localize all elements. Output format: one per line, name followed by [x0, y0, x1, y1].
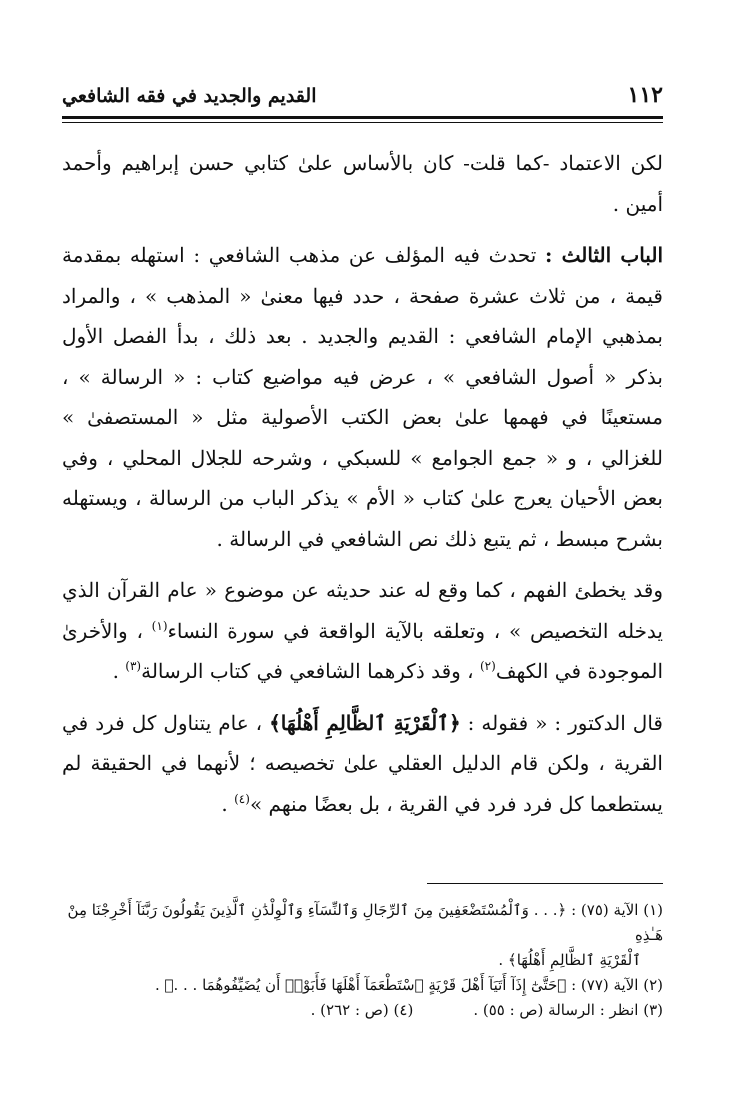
page — [62, 70, 663, 1097]
paragraph-4-text-c: . — [221, 791, 235, 816]
paragraph-2-text: تحدث فيه المؤلف عن مذهب الشافعي : استهله بمقدمة قيمة ، من ثلاث عشرة صفحة ، حدد فيها معنىٰ « المذهب » ، والمراد بمذهبي الإمام الشافعي : القديم والجديد . بعد ذلك ، بدأ الفصل الأول بذكر « أصول الشافعي » ، عرض فيه مواضيع كتاب : « الرسالة » ، مستعينًا في فهمها علىٰ بعض الكتب الأصولية مثل « المستصفىٰ » للغزالي ، و « جمع الجوامع » للسبكي ، وشرحه للجلال المحلي ، وفي بعض الأحيان يعرج علىٰ كتاب « الأم » يذكر الباب من الرسالة ، ويستهله بشرح مبسط ، ثم يتبع ذلك نص الشافعي في الرسالة . — [62, 243, 663, 551]
footnote-3: (٣) انظر : الرسالة (ص : ٥٥) . — [473, 1001, 663, 1019]
running-title: القديم والجديد في فقه الشافعي — [62, 85, 317, 107]
paragraph-3 — [62, 570, 663, 692]
footnote-ref-4[interactable]: (٤) — [234, 791, 250, 806]
footnote-ref-2[interactable]: (٢) — [479, 659, 496, 673]
page-number: ١١٢ — [627, 82, 663, 108]
paragraph-3-text-c: ، وقد ذكرهما الشافعي في كتاب الرسالة — [141, 659, 480, 683]
paragraph-3-text-d: . — [112, 659, 126, 683]
running-header — [62, 70, 663, 106]
paragraph-3-text-a: وقد يخطئ الفهم ، كما وقع له عند حديثه عن موضوع « عام القرآن الذي يدخله التخصيص » ، وتعلقه بالآية الواقعة في سورة النساء — [62, 578, 663, 643]
chapter-lead: الباب الثالث : — [545, 243, 663, 267]
footnote-ref-1[interactable]: (١) — [151, 618, 168, 633]
footnote-1: (١) الآية (٧٥) : ﴿. . . وَٱلْمُسْتَضْعَفِينَ مِنَ ٱلرِّجَالِ وَٱلنِّسَآءِ وَٱلْوِلْدَٰنِ ٱلَّذِينَ يَقُولُونَ رَبَّنَآ أَخْرِجْنَا مِنْ هَـٰذِهِ — [67, 901, 663, 944]
paragraph-4-text-a: قال الدكتور : « فقوله : — [460, 710, 663, 735]
paragraph-1-text: لكن الاعتماد -كما قلت- كان بالأساس علىٰ كتابي حسن إبراهيم وأحمد أمين . — [62, 151, 663, 216]
paragraph-1 — [62, 143, 663, 224]
paragraph-4-text-b: ، عام يتناول كل فرد في القرية ، ولكن قام الدليل العقلي علىٰ تخصيصه ؛ لأنهما في الحقيقة لم يستطعما كل فرد فرد في القرية ، بل بعضًا منهم » — [62, 710, 663, 816]
footnote-ref-3[interactable]: (٣) — [125, 659, 142, 673]
paragraph-3-text-b: ، والأخرىٰ الموجودة في الكهف — [62, 618, 663, 683]
footnote-separator — [427, 883, 663, 884]
quran-quote: ﴿ٱلْقَرْيَةِ ٱلظَّالِمِ أَهْلُهَا﴾ — [269, 710, 461, 735]
footnotes-3-4 — [62, 998, 663, 1023]
paragraph-2 — [62, 235, 663, 559]
footnote-4: (٤) (ص : ٢٦٢) . — [310, 1001, 414, 1019]
header-rule-thin — [62, 122, 663, 123]
footnotes — [62, 898, 663, 1023]
header-rule-thick — [62, 116, 663, 119]
footnote-2: (٢) الآية (٧٧) : ﴿حَتَّىٰٓ إِذَآ أَتَيَآ أَهْلَ قَرْيَةٍ ٱسْتَطْعَمَآ أَهْلَهَا فَأَبَوْا۟ أَن يُضَيِّفُوهُمَا . . .﴾ . — [154, 976, 663, 994]
paragraph-4 — [62, 703, 663, 825]
body-text — [62, 143, 663, 824]
footnote-1-continued: ٱلْقَرْيَةِ ٱلظَّالِمِ أَهْلُهَا﴾ . — [498, 951, 641, 969]
